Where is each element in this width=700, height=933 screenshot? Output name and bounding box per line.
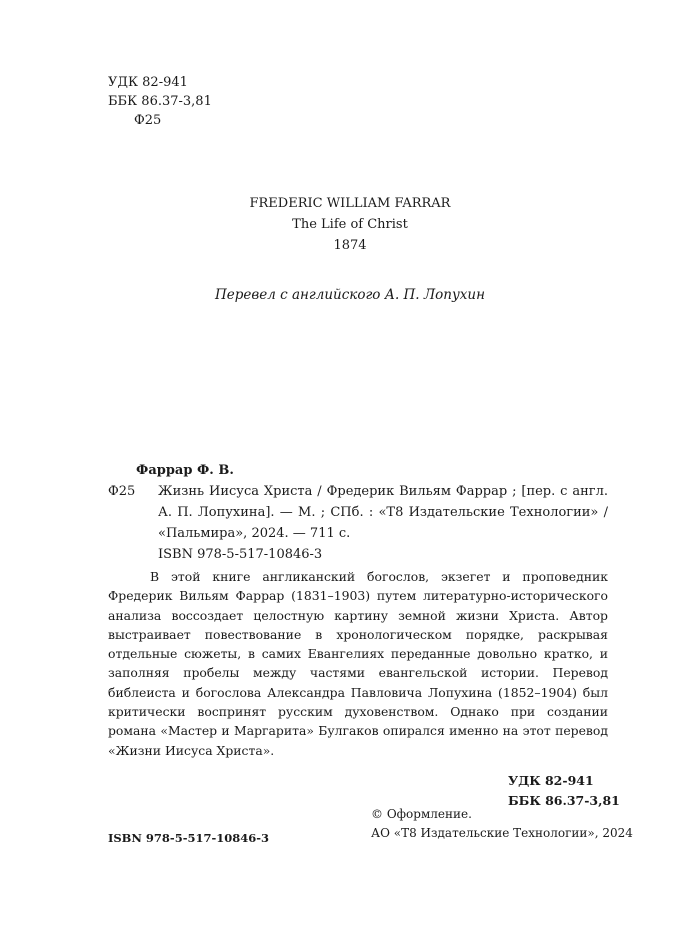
original-title: The Life of Christ (292, 217, 408, 232)
original-author: FREDERIC WILLIAM FARRAR (249, 196, 451, 211)
bbk-code-bottom: ББК 86.37-3,81 (508, 793, 620, 808)
udk-code: УДК 82-941 (108, 75, 188, 90)
card-code: Ф25 (108, 484, 136, 499)
card-author-heading: Фаррар Ф. В. (136, 463, 234, 478)
original-year: 1874 (333, 238, 367, 253)
bbk-code: ББК 86.37-3,81 (108, 94, 212, 109)
author-mark-code: Ф25 (134, 113, 162, 128)
book-annotation: В этой книге англиканский богослов, экзегет и проповедник Фредерик Вильям Фаррар (1831–1903) путем литературно-исторического анализа воссоздает целостную картину земной жизни Христа. Автор выстраивает повествование в хронологическом порядке, раскрывая отдельные сюжеты, в самих Евангелиях переданные довольно кратко, и заполняя пробелы между частями евангельской истории. Перевод библеиста и богослова Александра Павловича Лопухина (1852–1904) был критически воспринят русским духовенством. Однако при создании романа «Мастер и Маргарита» Булгаков опирался именно на этот перевод «Жизни Иисуса Христа». (108, 569, 608, 758)
original-edition-block (0, 193, 700, 256)
card-isbn: ISBN 978-5-517-10846-3 (158, 547, 323, 562)
catalog-card (108, 460, 608, 760)
card-entry (108, 481, 608, 544)
copyright-publisher: АО «Т8 Издательские Технологии», 2024 (371, 826, 633, 840)
copyright-block (371, 805, 633, 843)
isbn-bottom: ISBN 978-5-517-10846-3 (108, 831, 270, 845)
catalog-codes-top (108, 73, 212, 130)
copyright-design: © Оформление. (371, 807, 472, 821)
bibliographic-entry: Жизнь Иисуса Христа / Фредерик Вильям Фаррар ; [пер. с англ. А. П. Лопухина]. — М. ; СПб. : «Т8 Издательские Технологии» / «Пальмира», 2024. — 711 с. (158, 484, 608, 541)
udk-code-bottom: УДК 82-941 (508, 773, 594, 788)
translator-note: Перевел с английского А. П. Лопухин (215, 287, 485, 303)
